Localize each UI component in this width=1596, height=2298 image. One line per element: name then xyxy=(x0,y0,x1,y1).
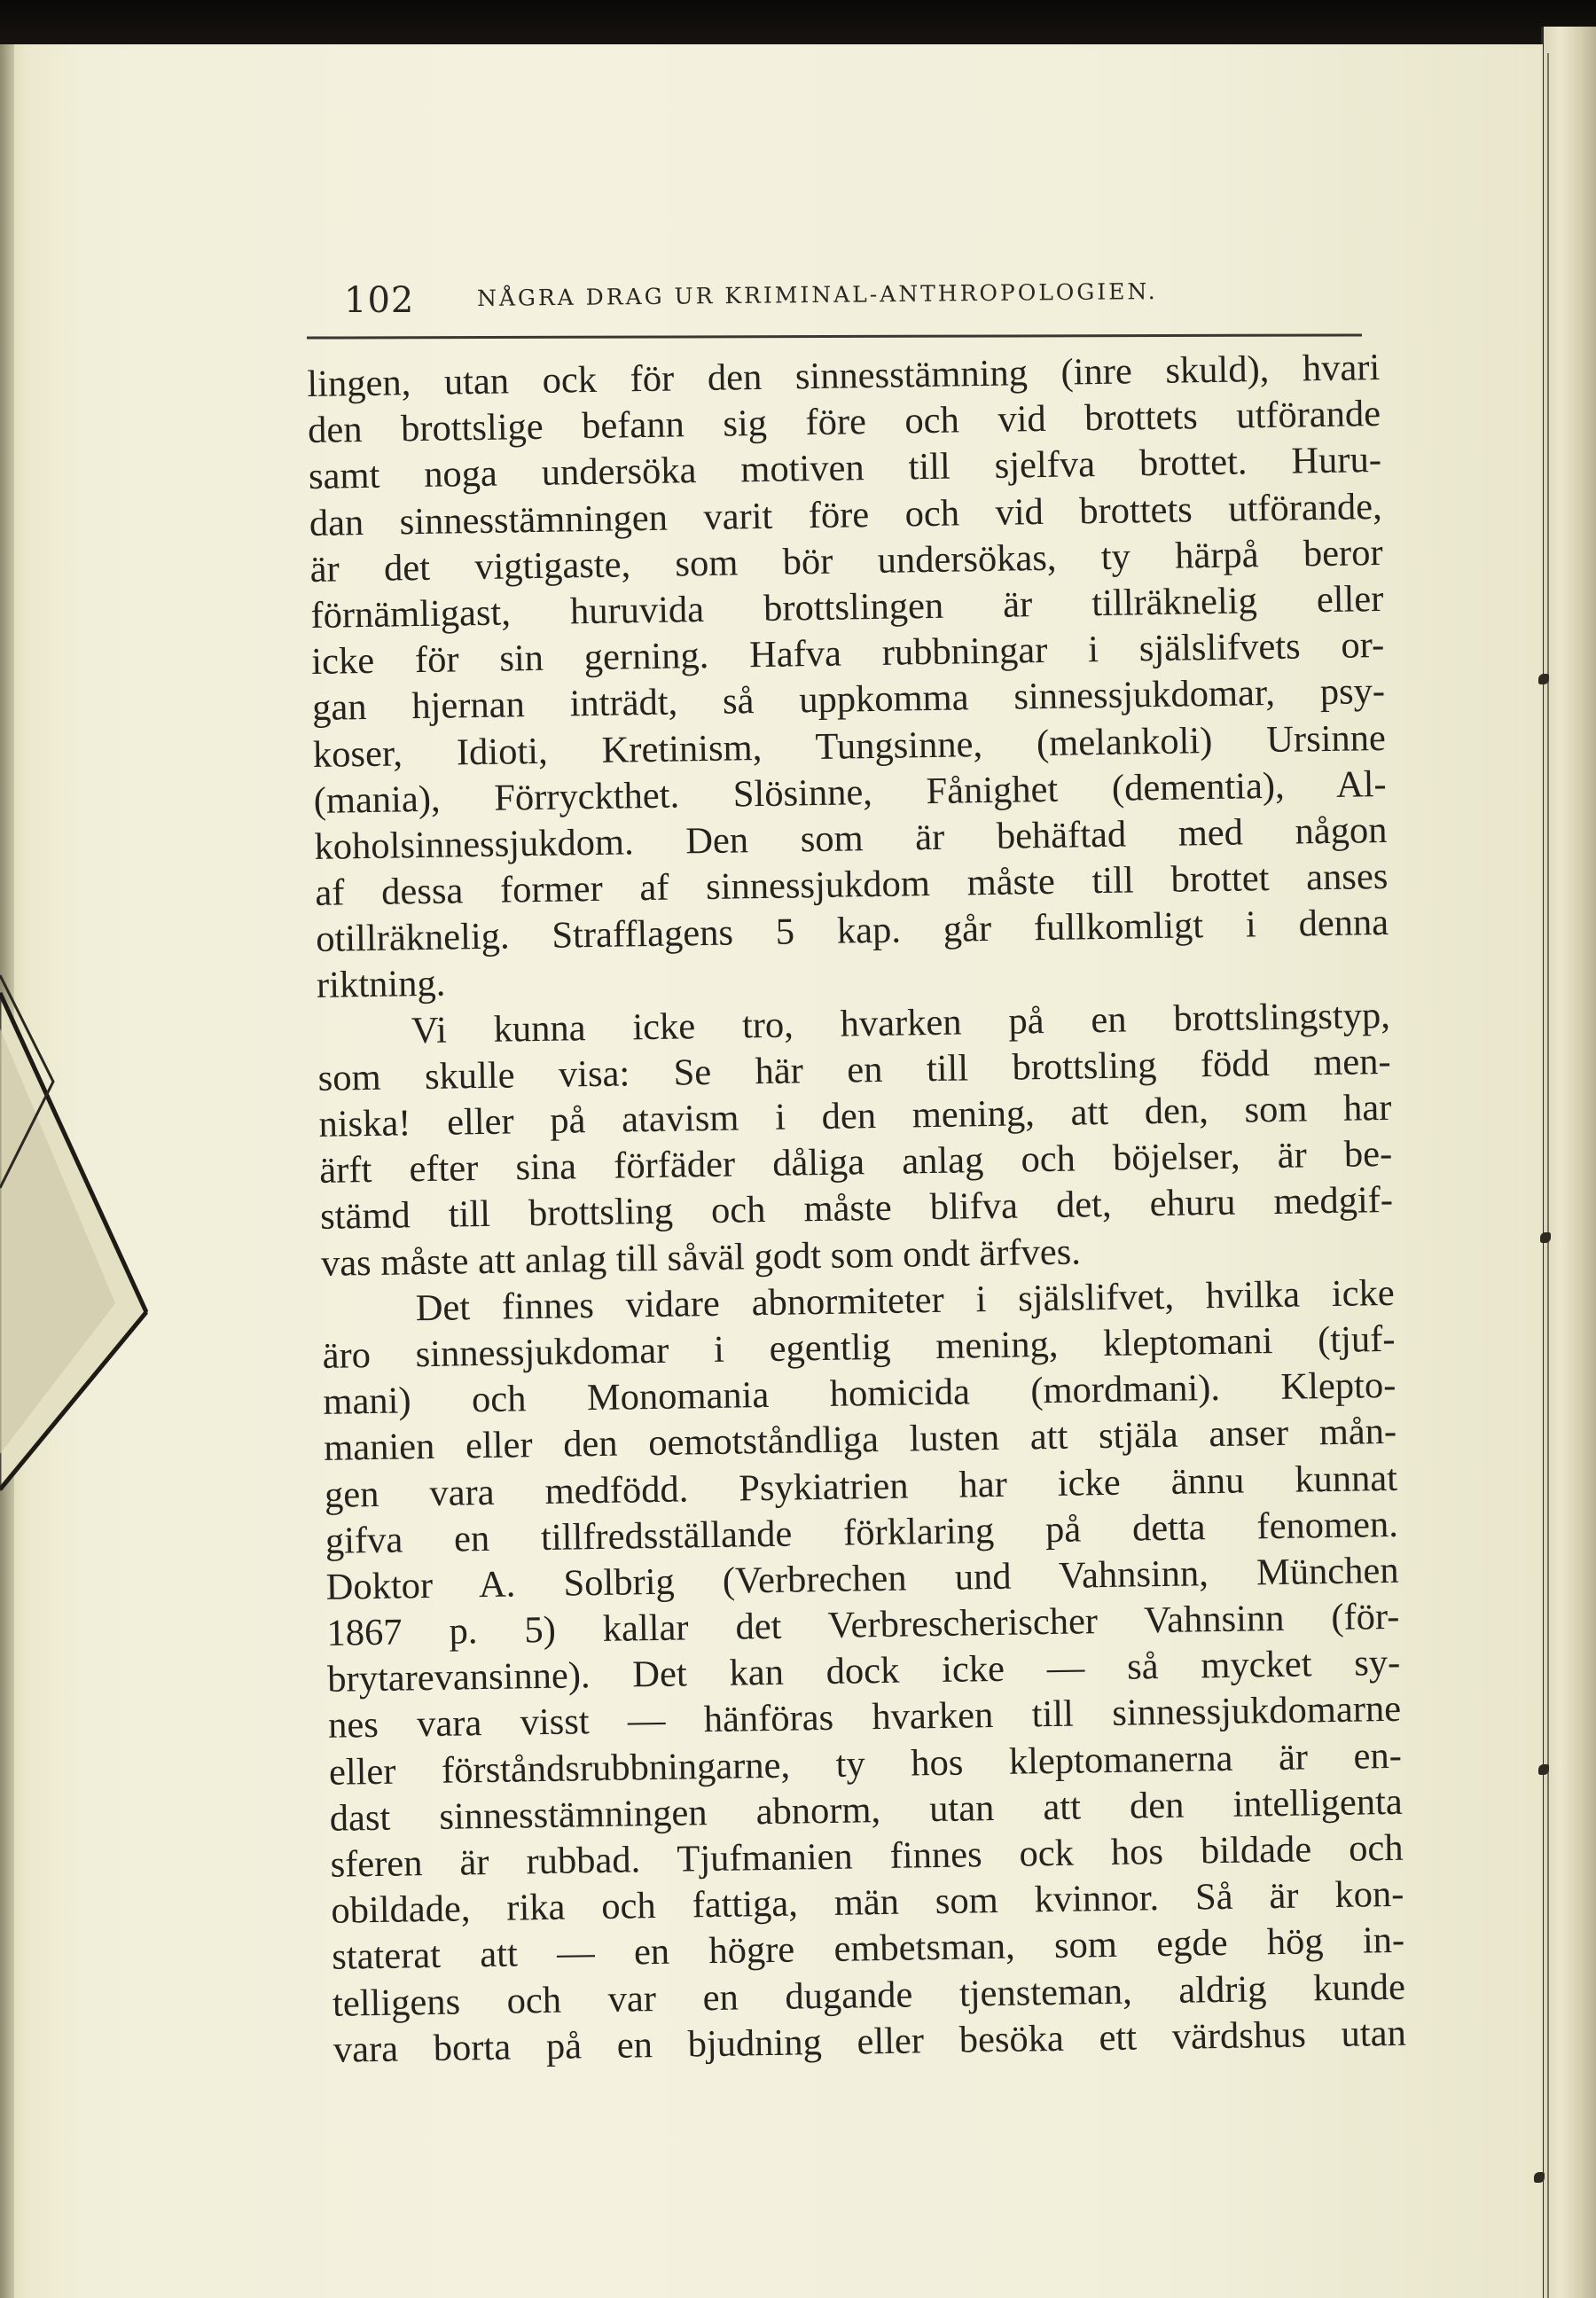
text-line: sferen är rubbad. Tjufmanien finnes ock hos bildade och xyxy=(330,1826,1404,1886)
text-line: samt noga undersöka motiven till sjelfva brottet. Huru- xyxy=(308,439,1382,498)
text-line: otillräknelig. Strafflagens 5 kap. går fullkomligt i denna xyxy=(315,902,1389,961)
text-line: staterat att — en högre embetsman, som egde hög in- xyxy=(331,1919,1405,1979)
text-line: äro sinnessjukdomar i egentlig mening, kleptomani (tjuf- xyxy=(322,1317,1396,1377)
text-line: icke för sin gerning. Hafva rubbningar i själslifvets or- xyxy=(310,624,1385,684)
text-line: eller förståndsrubbningarne, ty hos kleptomanerna är en- xyxy=(328,1734,1403,1794)
text-line: obildade, rika och fattiga, män som kvinnor. Så är kon- xyxy=(331,1872,1404,1932)
text-line: gen vara medfödd. Psykiatrien har icke ännu kunnat xyxy=(324,1457,1398,1516)
text-line: stämd till brottsling och måste blifva det, ehuru medgif- xyxy=(319,1179,1394,1239)
text-line: koser, Idioti, Kretinism, Tungsinne, (melankoli) Ursinne xyxy=(312,716,1387,776)
text-line: förnämligast, huruvida brottslingen är tillräknelig eller xyxy=(310,577,1384,637)
text-line: telligens och var en dugande tjensteman, aldrig kunde xyxy=(332,1966,1406,2025)
running-head xyxy=(344,277,1373,333)
text-line: 1867 p. 5) kallar det Verbrescherischer Vahnsinn (för- xyxy=(326,1595,1400,1654)
text-line: af dessa former af sinnessjukdom måste till brottet anses xyxy=(315,855,1389,914)
text-line: nes vara visst — hänföras hvarken till sinnessjukdomarne xyxy=(327,1688,1402,1747)
text-line: som skulle visa: Se här en till brottsling född men- xyxy=(317,1040,1391,1099)
text-line: dast sinnesstämningen abnorm, utan att den intelligenta xyxy=(329,1780,1404,1840)
text-line: ärft efter sina förfäder dåliga anlag och böjelser, är be- xyxy=(318,1133,1393,1192)
text-line: niska! eller på atavism i den mening, att den, som har xyxy=(318,1086,1392,1145)
text-line: manien eller den oemotståndliga lusten att stjäla anser mån- xyxy=(323,1411,1397,1470)
text-line: brytarevansinne). Det kan dock icke — så mycket sy- xyxy=(326,1642,1401,1701)
body-text xyxy=(307,345,1406,2074)
folded-page-corner xyxy=(0,958,160,1507)
text-line: (mania), Förryckthet. Slösinne, Fånighet (dementia), Al- xyxy=(313,762,1387,822)
paragraph-end-line: riktning. xyxy=(316,963,446,1007)
running-title: NÅGRA DRAG UR KRIMINAL-ANTHROPOLOGIEN. xyxy=(476,277,1158,311)
page-right-edge xyxy=(1547,53,1549,2298)
text-line: gifva en tillfredsställande förklaring på detta fenomen. xyxy=(325,1503,1399,1562)
page-number: 102 xyxy=(344,280,415,321)
margin-speck xyxy=(1534,2172,1545,2183)
paragraph-first-line: Vi kunna icke tro, hvarken på en brottslingstyp, xyxy=(411,994,1391,1051)
next-page-edge xyxy=(1541,27,1596,2298)
text-line: vara borta på en bjudning eller besöka ett värdshus utan xyxy=(332,2012,1407,2071)
margin-speck xyxy=(1538,1764,1549,1775)
text-line: dan sinnesstämningen varit före och vid brottets utförande, xyxy=(309,485,1383,544)
paragraph-first-line: Det finnes vidare abnormiteter i själslifvet, hvilka icke xyxy=(415,1271,1396,1329)
text-line: mani) och Monomania homicida (mordmani). Klepto- xyxy=(323,1364,1396,1423)
text-line: gan hjernan inträdt, så uppkomma sinnessjukdomar, psy- xyxy=(311,670,1386,730)
text-line: Doktor A. Solbrig (Verbrechen und Vahnsinn, München xyxy=(325,1549,1399,1608)
text-line: lingen, utan ock för den sinnesstämning (inre skuld), hvari xyxy=(307,346,1381,405)
margin-speck xyxy=(1538,674,1549,684)
text-line: är det vigtigaste, som bör undersökas, ty härpå beror xyxy=(309,531,1383,590)
text-line: den brottslige befann sig före och vid brottets utförande xyxy=(307,393,1381,452)
paragraph-end-line: vas måste att anlag till såväl godt som ondt ärfves. xyxy=(320,1230,1082,1285)
margin-speck xyxy=(1540,1232,1551,1243)
text-line: koholsinnessjukdom. Den som är behäftad med någon xyxy=(314,809,1388,868)
